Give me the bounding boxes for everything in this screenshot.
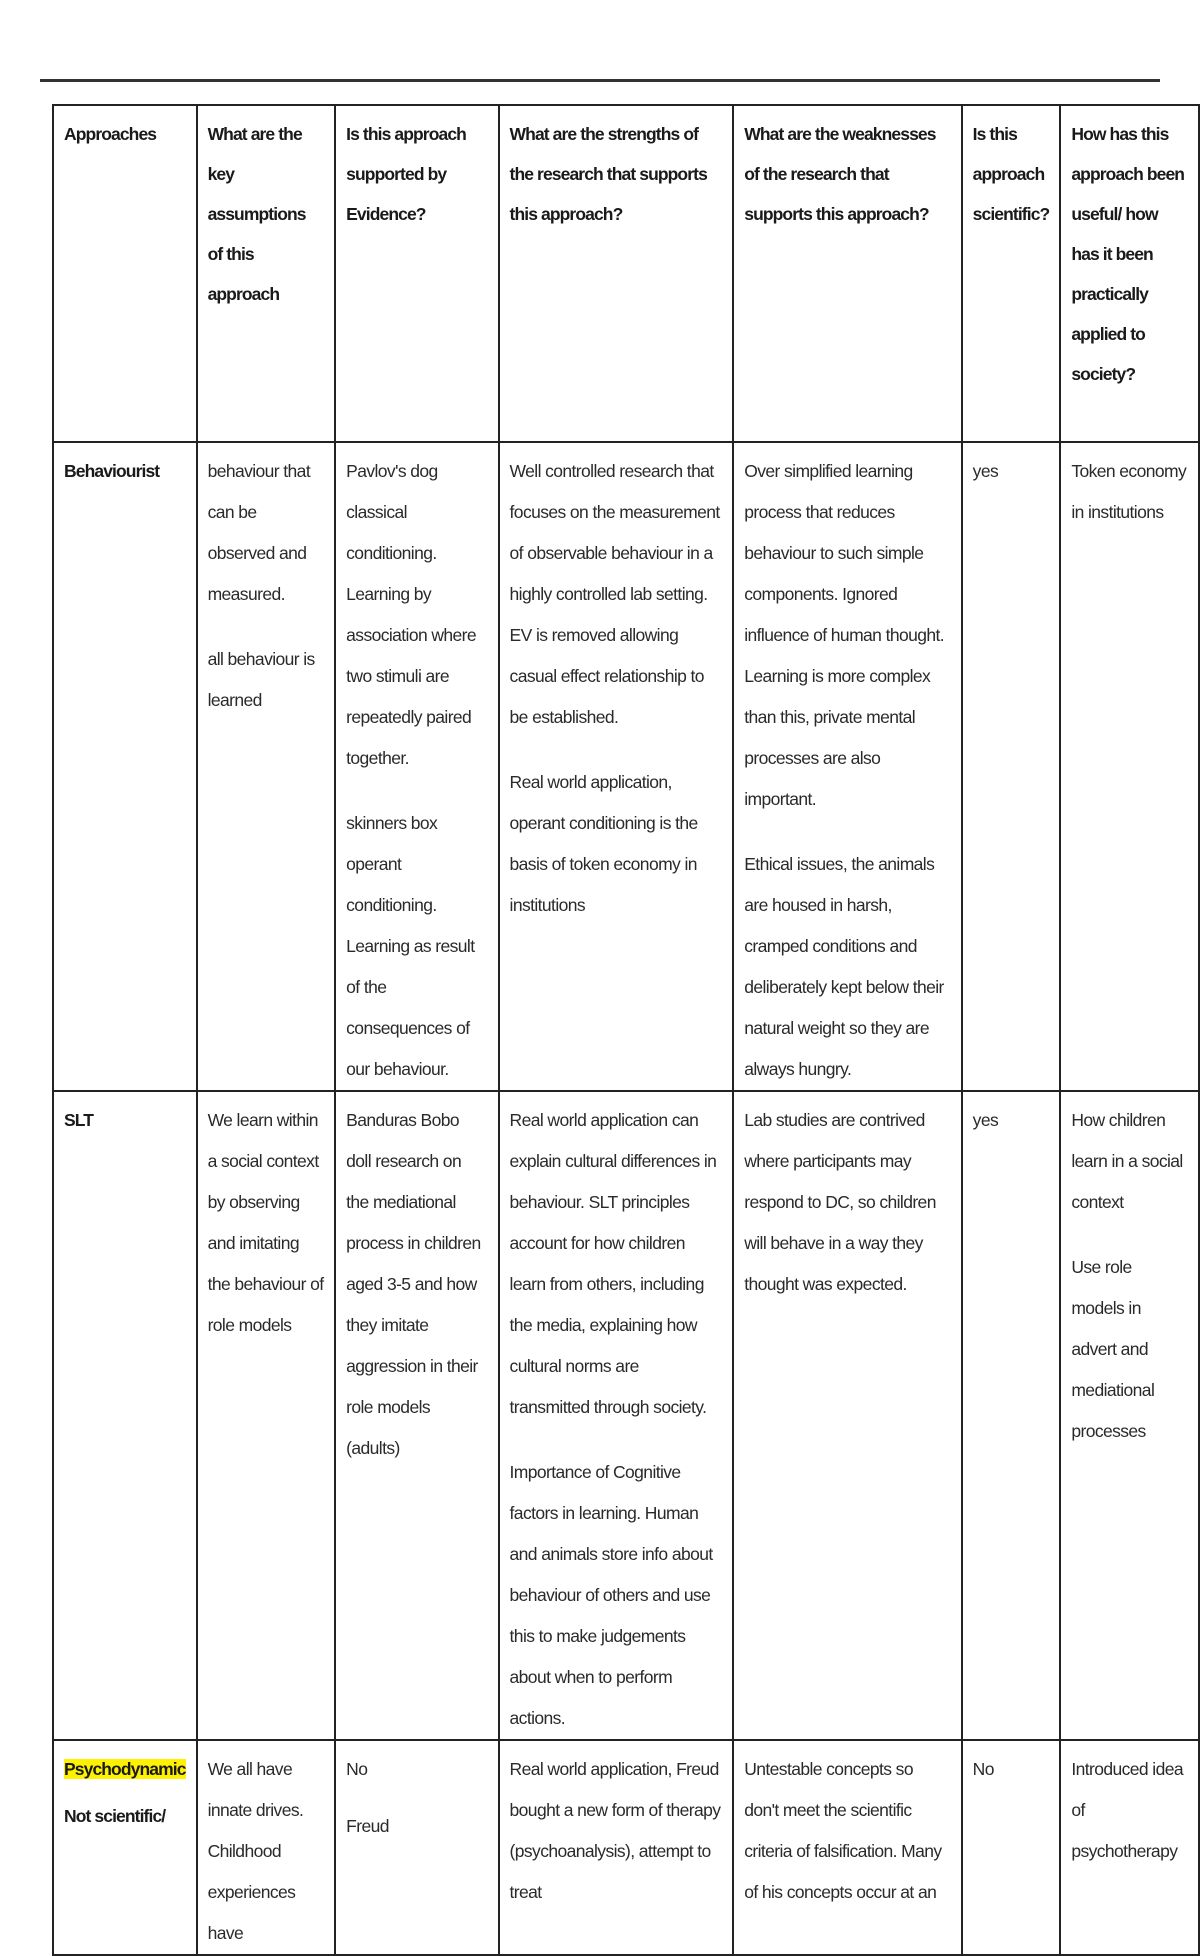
weaknesses-cell — [733, 1091, 961, 1740]
weakness-text: Ethical issues, the animals are housed in harsh, cramped conditions and deliberately kept below their natural weight so they are always hungry. — [744, 854, 944, 1079]
evidence-text: Freud — [346, 1816, 389, 1836]
table-row — [53, 1091, 1199, 1740]
strengths-cell — [499, 1740, 734, 1955]
assumption-text: all behaviour is learned — [207, 649, 315, 710]
strengths-cell — [499, 1091, 734, 1740]
approach-name: SLT — [53, 1091, 197, 1740]
applied-text: Introduced idea of psychotherapy — [1071, 1759, 1183, 1861]
evidence-cell — [335, 442, 498, 1091]
strength-text: Real world application, operant conditioning is the basis of token economy in institutions — [509, 772, 698, 915]
applied-cell — [1060, 1740, 1199, 1955]
top-rule — [40, 79, 1160, 82]
header-row — [53, 105, 1199, 442]
header-evidence: Is this approach supported by Evidence? — [335, 105, 498, 442]
assumptions-cell — [197, 1740, 336, 1955]
approach-cell — [53, 1740, 197, 1955]
header-weaknesses: What are the weaknesses of the research that supports this approach? — [733, 105, 961, 442]
evidence-text: Pavlov's dog classical conditioning. Learning by association where two stimuli are repeatedly paired together. — [346, 461, 477, 768]
strength-text: Importance of Cognitive factors in learning. Human and animals store info about behaviour of others and use this to make judgements about when to perform actions. — [509, 1462, 713, 1728]
evidence-cell — [335, 1740, 498, 1955]
weakness-text: Over simplified learning process that reduces behaviour to such simple components. Ignored influence of human thought. Learning is more complex than this, private mental processes are also important. — [744, 461, 945, 809]
applied-text: Token economy in institutions — [1071, 461, 1187, 522]
assumption-text: We all have innate drives. Childhood experiences have — [207, 1759, 304, 1943]
assumption-text: We learn within a social context by observing and imitating the behaviour of role models — [207, 1110, 324, 1335]
scientific-cell: yes — [962, 1091, 1061, 1740]
scientific-cell: yes — [962, 442, 1061, 1091]
strength-text: Real world application can explain cultural differences in behaviour. SLT principles account for how children learn from others, including the media, explaining how cultural norms are transmitted through society. — [509, 1110, 717, 1417]
weakness-text: Untestable concepts so don't meet the scientific criteria of falsification. Many of his concepts occur at an — [744, 1759, 942, 1902]
evidence-cell — [335, 1091, 498, 1740]
header-applied: How has this approach been useful/ how has it been practically applied to society? — [1060, 105, 1199, 442]
strengths-cell — [499, 442, 734, 1091]
evidence-text: Banduras Bobo doll research on the mediational process in children aged 3-5 and how they imitate aggression in their role models (adults) — [346, 1110, 481, 1458]
approach-name: Behaviourist — [53, 442, 197, 1091]
applied-cell — [1060, 1091, 1199, 1740]
header-approaches: Approaches — [53, 105, 197, 442]
strength-text: Real world application, Freud bought a new form of therapy (psychoanalysis), attempt to treat — [509, 1759, 721, 1902]
applied-text: Use role models in advert and mediational processes — [1071, 1257, 1155, 1441]
approaches-table — [52, 104, 1200, 1956]
applied-text: How children learn in a social context — [1071, 1110, 1183, 1212]
applied-cell — [1060, 442, 1199, 1091]
weaknesses-cell — [733, 1740, 961, 1955]
evidence-text: skinners box operant conditioning. Learning as result of the consequences of our behaviour. — [346, 813, 475, 1079]
weaknesses-cell — [733, 442, 961, 1091]
scientific-cell: No — [962, 1740, 1061, 1955]
header-assumptions: What are the key assumptions of this approach — [197, 105, 336, 442]
header-strengths: What are the strengths of the research that supports this approach? — [499, 105, 734, 442]
approach-note: Not scientific/ — [64, 1806, 166, 1826]
assumptions-cell — [197, 1091, 336, 1740]
strength-text: Well controlled research that focuses on the measurement of observable behaviour in a highly controlled lab setting. EV is removed allowing casual effect relationship to be established. — [509, 461, 720, 727]
assumptions-cell — [197, 442, 336, 1091]
assumption-text: behaviour that can be observed and measured. — [207, 461, 311, 604]
table-row — [53, 442, 1199, 1091]
evidence-text: No — [346, 1759, 368, 1779]
weakness-text: Lab studies are contrived where participants may respond to DC, so children will behave in a way they thought was expected. — [744, 1110, 936, 1294]
header-scientific: Is this approach scientific? — [962, 105, 1061, 442]
table-row — [53, 1740, 1199, 1955]
approach-name: Psychodynamic — [64, 1759, 186, 1779]
